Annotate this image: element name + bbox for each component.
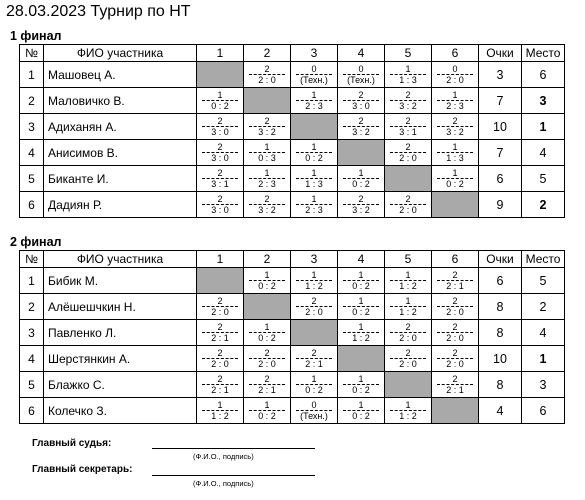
match-result-cell — [244, 166, 291, 192]
match-result-cell — [291, 346, 338, 372]
self-match-cell — [197, 268, 244, 294]
match-points: 2 — [217, 116, 223, 126]
row-number: 3 — [20, 320, 44, 346]
match-score: 1 : 3 — [437, 152, 474, 163]
header-opponent-5: 5 — [385, 45, 432, 62]
match-result-cell — [197, 88, 244, 114]
match-score: 0 : 2 — [249, 280, 286, 291]
match-score: 2 : 1 — [437, 280, 474, 291]
match-points: 2 — [405, 142, 411, 152]
total-points: 9 — [479, 192, 522, 218]
match-result-cell — [338, 88, 385, 114]
final-place: 4 — [522, 320, 565, 346]
match-result-cell — [338, 62, 385, 88]
final-place: 3 — [522, 88, 565, 114]
match-result-cell — [197, 372, 244, 398]
total-points: 7 — [479, 140, 522, 166]
match-points: 2 — [405, 90, 411, 100]
match-result-cell — [244, 398, 291, 424]
participant-name: Биканте И. — [44, 166, 197, 192]
match-points: 2 — [358, 116, 364, 126]
participant-name: Алёшешчкин Н. — [44, 294, 197, 320]
match-result-cell — [432, 114, 479, 140]
table-row — [20, 294, 565, 320]
match-score: 2 : 0 — [202, 358, 239, 369]
match-points: 2 — [452, 116, 458, 126]
match-score: 2 : 0 — [437, 332, 474, 343]
header-opponent-4: 4 — [338, 251, 385, 268]
match-points: 1 — [405, 64, 411, 74]
match-score: 3 : 2 — [343, 204, 380, 215]
table-row — [20, 166, 565, 192]
match-points: 1 — [311, 374, 317, 384]
match-score: 2 : 3 — [296, 100, 333, 111]
table-header-row — [20, 251, 565, 268]
match-points: 1 — [358, 322, 364, 332]
chief-judge-signature-hint: (Ф.И.О., подпись) — [193, 452, 254, 461]
match-result-cell — [432, 268, 479, 294]
match-points: 2 — [264, 348, 270, 358]
match-result-cell — [385, 346, 432, 372]
match-score: 3 : 2 — [343, 126, 380, 137]
match-result-cell — [385, 140, 432, 166]
table-row — [20, 268, 565, 294]
header-name: ФИО участника — [44, 45, 197, 62]
header-place: Место — [522, 45, 565, 62]
match-points: 2 — [452, 270, 458, 280]
match-result-cell — [244, 320, 291, 346]
match-result-cell — [338, 398, 385, 424]
match-result-cell — [244, 114, 291, 140]
self-match-cell — [338, 346, 385, 372]
match-points: 2 — [358, 194, 364, 204]
row-number: 1 — [20, 62, 44, 88]
match-points: 2 — [358, 90, 364, 100]
final-place: 6 — [522, 62, 565, 88]
total-points: 4 — [479, 398, 522, 424]
standings-table-final-1 — [19, 44, 565, 218]
match-points: 2 — [452, 296, 458, 306]
page-title: 28.03.2023 Турнир по НТ — [6, 3, 191, 20]
match-result-cell — [197, 114, 244, 140]
match-result-cell — [291, 192, 338, 218]
header-name: ФИО участника — [44, 251, 197, 268]
total-points: 10 — [479, 346, 522, 372]
participant-name: Адиханян А. — [44, 114, 197, 140]
table-row — [20, 346, 565, 372]
match-points: 2 — [405, 348, 411, 358]
self-match-cell — [432, 192, 479, 218]
participant-name: Бибик М. — [44, 268, 197, 294]
self-match-cell — [244, 294, 291, 320]
match-score: 3 : 2 — [390, 100, 427, 111]
final-place: 2 — [522, 294, 565, 320]
participant-name: Шерстянкин А. — [44, 346, 197, 372]
final-place: 3 — [522, 372, 565, 398]
chief-secretary-signature-hint: (Ф.И.О., подпись) — [193, 479, 254, 488]
match-result-cell — [197, 346, 244, 372]
match-result-cell — [385, 114, 432, 140]
match-points: 2 — [452, 348, 458, 358]
table-row — [20, 114, 565, 140]
match-points: 1 — [405, 296, 411, 306]
match-score: 2 : 0 — [437, 358, 474, 369]
header-opponent-2: 2 — [244, 251, 291, 268]
match-score: 0 : 3 — [249, 152, 286, 163]
final-place: 1 — [522, 346, 565, 372]
total-points: 8 — [479, 294, 522, 320]
match-score: 1 : 3 — [296, 178, 333, 189]
match-score: 3 : 1 — [390, 126, 427, 137]
match-points: 0 — [358, 64, 364, 74]
match-points: 1 — [311, 270, 317, 280]
match-points: 2 — [217, 168, 223, 178]
match-score: 1 : 3 — [390, 74, 427, 85]
table-header-row — [20, 45, 565, 62]
match-result-cell — [432, 166, 479, 192]
match-points: 1 — [358, 270, 364, 280]
header-opponent-1: 1 — [197, 45, 244, 62]
match-result-cell — [291, 372, 338, 398]
match-result-cell — [291, 268, 338, 294]
match-score: 2 : 0 — [390, 332, 427, 343]
match-points: 1 — [405, 270, 411, 280]
chief-judge-label: Главный судья: — [32, 438, 112, 449]
match-result-cell — [197, 294, 244, 320]
match-points: 1 — [358, 374, 364, 384]
header-num: № — [20, 45, 44, 62]
self-match-cell — [432, 398, 479, 424]
match-result-cell — [385, 88, 432, 114]
standings-table-final-2 — [19, 250, 565, 424]
self-match-cell — [197, 62, 244, 88]
table-row — [20, 398, 565, 424]
participant-name: Павленко Л. — [44, 320, 197, 346]
table-row — [20, 88, 565, 114]
match-result-cell — [338, 320, 385, 346]
match-score: 0 : 2 — [343, 280, 380, 291]
participant-name: Анисимов В. — [44, 140, 197, 166]
row-number: 5 — [20, 166, 44, 192]
match-score: 2 : 0 — [390, 204, 427, 215]
row-number: 6 — [20, 192, 44, 218]
match-score: 2 : 0 — [437, 74, 474, 85]
total-points: 10 — [479, 114, 522, 140]
match-points: 0 — [311, 64, 317, 74]
match-result-cell — [338, 192, 385, 218]
match-score: 1 : 2 — [390, 410, 427, 421]
self-match-cell — [291, 114, 338, 140]
row-number: 2 — [20, 294, 44, 320]
self-match-cell — [244, 88, 291, 114]
match-points: 1 — [452, 90, 458, 100]
chief-judge-signature-line — [152, 448, 315, 449]
match-result-cell — [291, 294, 338, 320]
match-score: 0 : 2 — [249, 332, 286, 343]
header-opponent-5: 5 — [385, 251, 432, 268]
match-result-cell — [244, 372, 291, 398]
match-points: 1 — [311, 168, 317, 178]
match-result-cell — [432, 294, 479, 320]
match-points: 1 — [405, 400, 411, 410]
final-place: 5 — [522, 166, 565, 192]
match-score: 1 : 2 — [343, 332, 380, 343]
match-points: 2 — [217, 348, 223, 358]
match-result-cell — [385, 62, 432, 88]
header-opponent-4: 4 — [338, 45, 385, 62]
match-points: 1 — [264, 168, 270, 178]
participant-name: Маловичко В. — [44, 88, 197, 114]
participant-name: Машовец А. — [44, 62, 197, 88]
match-score: 2 : 1 — [202, 384, 239, 395]
match-score: 0 : 2 — [343, 410, 380, 421]
table-row — [20, 372, 565, 398]
match-result-cell — [197, 398, 244, 424]
match-score: 2 : 3 — [249, 178, 286, 189]
row-number: 6 — [20, 398, 44, 424]
self-match-cell — [291, 320, 338, 346]
match-points: 1 — [311, 194, 317, 204]
match-result-cell — [244, 346, 291, 372]
match-points: 2 — [264, 194, 270, 204]
final-place: 5 — [522, 268, 565, 294]
match-result-cell — [385, 398, 432, 424]
match-result-cell — [244, 62, 291, 88]
match-points: 0 — [311, 400, 317, 410]
match-score: 3 : 2 — [249, 126, 286, 137]
match-score: 1 : 2 — [296, 280, 333, 291]
match-result-cell — [291, 140, 338, 166]
match-points: 2 — [264, 116, 270, 126]
match-result-cell — [244, 268, 291, 294]
chief-secretary-label: Главный секретарь: — [32, 464, 133, 475]
header-opponent-1: 1 — [197, 251, 244, 268]
match-points: 2 — [217, 296, 223, 306]
match-result-cell — [432, 346, 479, 372]
table-row — [20, 62, 565, 88]
header-opponent-6: 6 — [432, 251, 479, 268]
total-points: 8 — [479, 372, 522, 398]
match-points: 1 — [217, 400, 223, 410]
chief-secretary-signature-line — [152, 475, 315, 476]
match-score: (Техн.) — [296, 410, 333, 421]
header-opponent-6: 6 — [432, 45, 479, 62]
match-points: 1 — [452, 142, 458, 152]
match-score: (Техн.) — [296, 74, 333, 85]
final-place: 4 — [522, 140, 565, 166]
row-number: 4 — [20, 140, 44, 166]
match-score: 2 : 3 — [296, 204, 333, 215]
header-opponent-3: 3 — [291, 45, 338, 62]
match-result-cell — [338, 166, 385, 192]
match-points: 1 — [358, 400, 364, 410]
match-points: 2 — [405, 194, 411, 204]
match-score: 2 : 1 — [202, 332, 239, 343]
match-points: 2 — [311, 296, 317, 306]
total-points: 6 — [479, 268, 522, 294]
final-place: 1 — [522, 114, 565, 140]
row-number: 2 — [20, 88, 44, 114]
match-result-cell — [385, 192, 432, 218]
total-points: 3 — [479, 62, 522, 88]
match-points: 1 — [264, 322, 270, 332]
match-score: 2 : 1 — [296, 358, 333, 369]
row-number: 4 — [20, 346, 44, 372]
row-number: 5 — [20, 372, 44, 398]
header-opponent-3: 3 — [291, 251, 338, 268]
match-points: 1 — [311, 90, 317, 100]
self-match-cell — [338, 140, 385, 166]
participant-name: Колечко З. — [44, 398, 197, 424]
match-points: 1 — [358, 296, 364, 306]
group-title-final-2: 2 финал — [10, 235, 62, 249]
header-points: Очки — [479, 45, 522, 62]
match-points: 1 — [264, 270, 270, 280]
match-score: 0 : 2 — [202, 100, 239, 111]
match-result-cell — [197, 192, 244, 218]
match-result-cell — [291, 62, 338, 88]
self-match-cell — [385, 166, 432, 192]
match-result-cell — [338, 294, 385, 320]
final-place: 6 — [522, 398, 565, 424]
match-points: 1 — [217, 90, 223, 100]
match-points: 2 — [217, 322, 223, 332]
match-result-cell — [432, 88, 479, 114]
match-score: 2 : 0 — [202, 306, 239, 317]
match-score: 2 : 0 — [296, 306, 333, 317]
self-match-cell — [385, 372, 432, 398]
match-score: 2 : 0 — [390, 358, 427, 369]
match-result-cell — [197, 320, 244, 346]
match-score: 2 : 3 — [437, 100, 474, 111]
match-result-cell — [385, 268, 432, 294]
match-points: 2 — [311, 348, 317, 358]
match-points: 1 — [264, 142, 270, 152]
match-result-cell — [432, 62, 479, 88]
match-result-cell — [385, 294, 432, 320]
match-score: 1 : 2 — [202, 410, 239, 421]
match-score: (Техн.) — [343, 74, 380, 85]
match-score: 2 : 0 — [437, 306, 474, 317]
match-result-cell — [338, 114, 385, 140]
match-points: 0 — [452, 64, 458, 74]
match-result-cell — [432, 372, 479, 398]
match-points: 2 — [264, 374, 270, 384]
match-score: 1 : 2 — [390, 306, 427, 317]
match-points: 2 — [217, 142, 223, 152]
match-score: 0 : 2 — [343, 384, 380, 395]
total-points: 6 — [479, 166, 522, 192]
match-points: 1 — [264, 400, 270, 410]
match-result-cell — [432, 140, 479, 166]
header-points: Очки — [479, 251, 522, 268]
match-result-cell — [197, 166, 244, 192]
match-score: 3 : 0 — [202, 204, 239, 215]
match-result-cell — [291, 166, 338, 192]
match-result-cell — [244, 192, 291, 218]
match-result-cell — [338, 268, 385, 294]
table-row — [20, 140, 565, 166]
row-number: 1 — [20, 268, 44, 294]
total-points: 7 — [479, 88, 522, 114]
match-score: 0 : 2 — [343, 178, 380, 189]
match-score: 3 : 0 — [202, 126, 239, 137]
match-score: 2 : 1 — [437, 384, 474, 395]
match-points: 1 — [311, 142, 317, 152]
participant-name: Блажко С. — [44, 372, 197, 398]
match-score: 2 : 0 — [249, 74, 286, 85]
match-points: 2 — [217, 194, 223, 204]
table-row — [20, 320, 565, 346]
match-result-cell — [385, 320, 432, 346]
match-points: 2 — [405, 116, 411, 126]
match-score: 2 : 0 — [249, 358, 286, 369]
match-result-cell — [244, 140, 291, 166]
match-score: 0 : 2 — [343, 306, 380, 317]
match-result-cell — [197, 140, 244, 166]
match-score: 0 : 2 — [296, 152, 333, 163]
match-points: 2 — [264, 64, 270, 74]
match-score: 3 : 1 — [202, 178, 239, 189]
header-place: Место — [522, 251, 565, 268]
participant-name: Дадиян Р. — [44, 192, 197, 218]
match-score: 1 : 2 — [390, 280, 427, 291]
final-place: 2 — [522, 192, 565, 218]
row-number: 3 — [20, 114, 44, 140]
match-points: 2 — [217, 374, 223, 384]
header-opponent-2: 2 — [244, 45, 291, 62]
match-score: 2 : 1 — [249, 384, 286, 395]
match-score: 0 : 2 — [249, 410, 286, 421]
total-points: 8 — [479, 320, 522, 346]
match-score: 2 : 0 — [390, 152, 427, 163]
match-score: 3 : 0 — [202, 152, 239, 163]
match-score: 3 : 2 — [249, 204, 286, 215]
match-score: 0 : 2 — [296, 384, 333, 395]
match-score: 3 : 2 — [437, 126, 474, 137]
match-points: 2 — [405, 322, 411, 332]
match-points: 1 — [452, 168, 458, 178]
match-result-cell — [338, 372, 385, 398]
match-result-cell — [291, 88, 338, 114]
match-result-cell — [291, 398, 338, 424]
group-title-final-1: 1 финал — [10, 29, 62, 43]
match-score: 0 : 2 — [437, 178, 474, 189]
table-row — [20, 192, 565, 218]
header-num: № — [20, 251, 44, 268]
match-points: 2 — [452, 322, 458, 332]
match-score: 3 : 0 — [343, 100, 380, 111]
match-points: 1 — [358, 168, 364, 178]
match-result-cell — [432, 320, 479, 346]
match-points: 2 — [452, 374, 458, 384]
